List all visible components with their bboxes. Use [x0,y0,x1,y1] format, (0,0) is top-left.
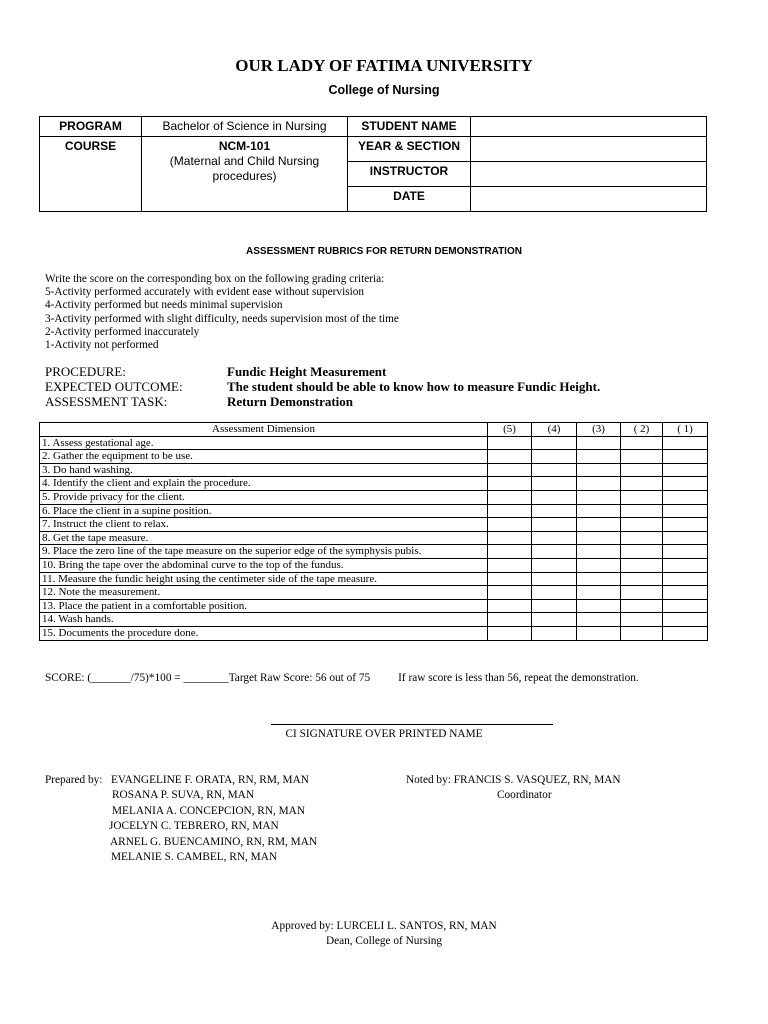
score-cell[interactable] [488,626,532,640]
score-cell[interactable] [663,599,708,613]
score-formula: SCORE: (_______/75)*100 = ________ [45,672,229,684]
score-cell[interactable] [663,558,708,572]
score-cell[interactable] [488,436,532,450]
expected-outcome-label: EXPECTED OUTCOME: [45,379,183,394]
score-cell[interactable] [663,586,708,600]
score-cell[interactable] [532,518,577,532]
score-cell[interactable] [532,490,577,504]
student-name-field[interactable] [471,117,707,137]
score-cell[interactable] [532,572,577,586]
assessment-dimension-cell: 5. Provide privacy for the client. [40,490,488,504]
score-cell[interactable] [621,490,663,504]
assessment-task-value: Return Demonstration [227,394,354,409]
score-cell[interactable] [532,626,577,640]
assessment-dimension-cell: 4. Identify the client and explain the procedure. [40,477,488,491]
criteria-line: 3-Activity performed with slight difficulty, needs supervision most of the time [45,312,399,325]
score-cell[interactable] [663,545,708,559]
criteria-line: 5-Activity performed accurately with evident ease without supervision [45,286,365,299]
table-row [40,572,708,586]
course-label: COURSE [40,137,142,212]
course-code: NCM-101 [218,139,271,153]
score-column-header: ( 2) [621,423,663,437]
score-line [45,672,639,684]
score-cell[interactable] [621,558,663,572]
score-cell[interactable] [577,599,621,613]
score-cell[interactable] [532,450,577,464]
approved-by-name: Approved by: LURCELI L. SANTOS, RN, MAN [271,920,497,932]
assessment-dimension-cell: 10. Bring the tape over the abdominal curve to the top of the fundus. [40,558,488,572]
score-cell[interactable] [532,586,577,600]
score-cell[interactable] [577,504,621,518]
table-row [40,613,708,627]
score-cell[interactable] [488,518,532,532]
approved-by-title: Dean, College of Nursing [325,935,443,948]
criteria-line: 4-Activity performed but needs minimal supervision [45,299,283,312]
signature-label: CI SIGNATURE OVER PRINTED NAME [285,728,483,740]
score-cell[interactable] [621,586,663,600]
score-cell[interactable] [621,545,663,559]
date-label: DATE [348,187,471,212]
assessment-dimension-cell: 14. Wash hands. [40,613,488,627]
instructor-label: INSTRUCTOR [348,162,471,187]
prepared-by-names [111,773,317,865]
score-cell[interactable] [621,436,663,450]
table-row [40,436,708,450]
score-cell[interactable] [621,531,663,545]
score-cell[interactable] [663,477,708,491]
criteria-line: 1-Activity not performed [45,339,159,352]
assessment-table [39,422,708,641]
score-cell[interactable] [577,463,621,477]
prepared-by-block [45,773,318,864]
score-cell[interactable] [532,463,577,477]
procedure-value: Fundic Height Measurement [227,364,387,379]
year-section-field[interactable] [471,137,707,162]
score-cell[interactable] [488,545,532,559]
preparer-name: ROSANA P. SUVA, RN, MAN [112,789,254,802]
assessment-dimension-cell: 2. Gather the equipment to be use. [40,450,488,464]
table-row [40,558,708,572]
program-label: PROGRAM [40,117,142,137]
score-cell[interactable] [532,504,577,518]
score-cell[interactable] [532,436,577,450]
score-cell[interactable] [621,626,663,640]
score-cell[interactable] [621,599,663,613]
assessment-dimension-header: Assessment Dimension [40,423,488,437]
score-cell[interactable] [663,450,708,464]
preparer-name: EVANGELINE F. ORATA, RN, RM, MAN [111,774,309,786]
preparer-name: JOCELYN C. TEBRERO, RN, MAN [109,820,279,833]
score-cell[interactable] [663,531,708,545]
score-cell[interactable] [577,436,621,450]
expected-outcome-row [45,379,600,395]
score-cell[interactable] [488,558,532,572]
table-row [40,450,708,464]
student-info-table [39,116,707,212]
assessment-dimension-cell: 13. Place the patient in a comfortable position. [40,599,488,613]
score-cell[interactable] [532,531,577,545]
noted-by-name: Noted by: FRANCIS S. VASQUEZ, RN, MAN [406,774,621,786]
table-row [40,504,708,518]
table-row [40,626,708,640]
score-column-header: (3) [577,423,621,437]
assessment-dimension-cell: 3. Do hand washing. [40,463,488,477]
date-field[interactable] [471,187,707,212]
score-cell[interactable] [577,586,621,600]
assessment-dimension-cell: 11. Measure the fundic height using the centimeter side of the tape measure. [40,572,488,586]
score-cell[interactable] [532,558,577,572]
assessment-dimension-cell: 8. Get the tape measure. [40,531,488,545]
assessment-dimension-cell: 6. Place the client in a supine position. [40,504,488,518]
score-cell[interactable] [621,613,663,627]
score-cell[interactable] [621,572,663,586]
score-cell[interactable] [488,490,532,504]
score-cell[interactable] [621,477,663,491]
assessment-dimension-cell: 1. Assess gestational age. [40,436,488,450]
score-cell[interactable] [621,450,663,464]
assessment-dimension-cell: 9. Place the zero line of the tape measure on the superior edge of the symphysis pubis. [40,545,488,559]
table-row [40,545,708,559]
score-cell[interactable] [488,613,532,627]
score-cell[interactable] [577,531,621,545]
course-value [142,137,348,212]
assessment-task-label: ASSESSMENT TASK: [45,394,168,409]
noted-by-block [406,773,621,804]
noted-by-title: Coordinator [497,789,552,802]
score-cell[interactable] [663,626,708,640]
repeat-note: If raw score is less than 56, repeat the demonstration. [398,672,639,684]
score-cell[interactable] [577,572,621,586]
expected-outcome-value: The student should be able to know how to measure Fundic Height. [227,379,601,394]
score-cell[interactable] [488,504,532,518]
assessment-dimension-cell: 15. Documents the procedure done. [40,626,488,640]
approved-by-block [0,919,768,950]
college-name: College of Nursing [328,83,440,97]
table-row [40,518,708,532]
table-row [40,477,708,491]
score-cell[interactable] [663,463,708,477]
score-cell[interactable] [577,545,621,559]
score-cell[interactable] [577,477,621,491]
rubric-title: ASSESSMENT RUBRICS FOR RETURN DEMONSTRATION [246,246,522,257]
score-cell[interactable] [663,436,708,450]
criteria-line: 2-Activity performed inaccurately [45,325,200,338]
table-row [40,599,708,613]
score-cell[interactable] [663,613,708,627]
score-cell[interactable] [621,504,663,518]
assessment-dimension-cell: 7. Instruct the client to relax. [40,518,488,532]
assessment-dimension-cell: 12. Note the measurement. [40,586,488,600]
assessment-task-row [45,394,353,410]
score-cell[interactable] [488,599,532,613]
score-cell[interactable] [488,450,532,464]
grading-criteria [45,273,399,352]
score-cell[interactable] [532,613,577,627]
table-row [40,531,708,545]
score-cell[interactable] [621,518,663,532]
score-cell[interactable] [577,490,621,504]
score-cell[interactable] [488,572,532,586]
course-description: (Maternal and Child Nursing procedures) [169,154,320,183]
score-cell[interactable] [577,558,621,572]
table-row [40,586,708,600]
table-row [40,463,708,477]
score-column-header: ( 1) [663,423,708,437]
student-name-label: STUDENT NAME [348,117,471,137]
score-cell[interactable] [532,545,577,559]
score-cell[interactable] [577,626,621,640]
score-cell[interactable] [577,450,621,464]
procedure-row [45,364,386,380]
criteria-line: Write the score on the corresponding box on the following grading criteria: [45,273,385,285]
year-section-label: YEAR & SECTION [348,137,471,162]
instructor-field[interactable] [471,162,707,187]
signature-line[interactable] [271,724,553,725]
preparer-name: MELANIA A. CONCEPCION, RN, MAN [112,804,306,817]
table-row [40,490,708,504]
score-cell[interactable] [621,463,663,477]
score-cell[interactable] [488,477,532,491]
score-cell[interactable] [488,463,532,477]
score-cell[interactable] [663,504,708,518]
score-cell[interactable] [577,613,621,627]
score-cell[interactable] [532,477,577,491]
score-column-header: (5) [488,423,532,437]
score-cell[interactable] [532,599,577,613]
score-cell[interactable] [663,490,708,504]
target-raw-score: Target Raw Score: 56 out of 75 [228,672,371,684]
program-value: Bachelor of Science in Nursing [142,117,348,137]
preparer-name: ARNEL G. BUENCAMINO, RN, RM, MAN [110,835,318,848]
score-column-header: (4) [532,423,577,437]
score-cell[interactable] [488,531,532,545]
score-cell[interactable] [577,518,621,532]
score-cell[interactable] [488,586,532,600]
prepared-by-label: Prepared by: [45,774,103,786]
preparer-name: MELANIE S. CAMBEL, RN, MAN [111,851,278,864]
university-name: OUR LADY OF FATIMA UNIVERSITY [235,56,533,75]
score-cell[interactable] [663,518,708,532]
procedure-label: PROCEDURE: [45,364,126,379]
score-cell[interactable] [663,572,708,586]
